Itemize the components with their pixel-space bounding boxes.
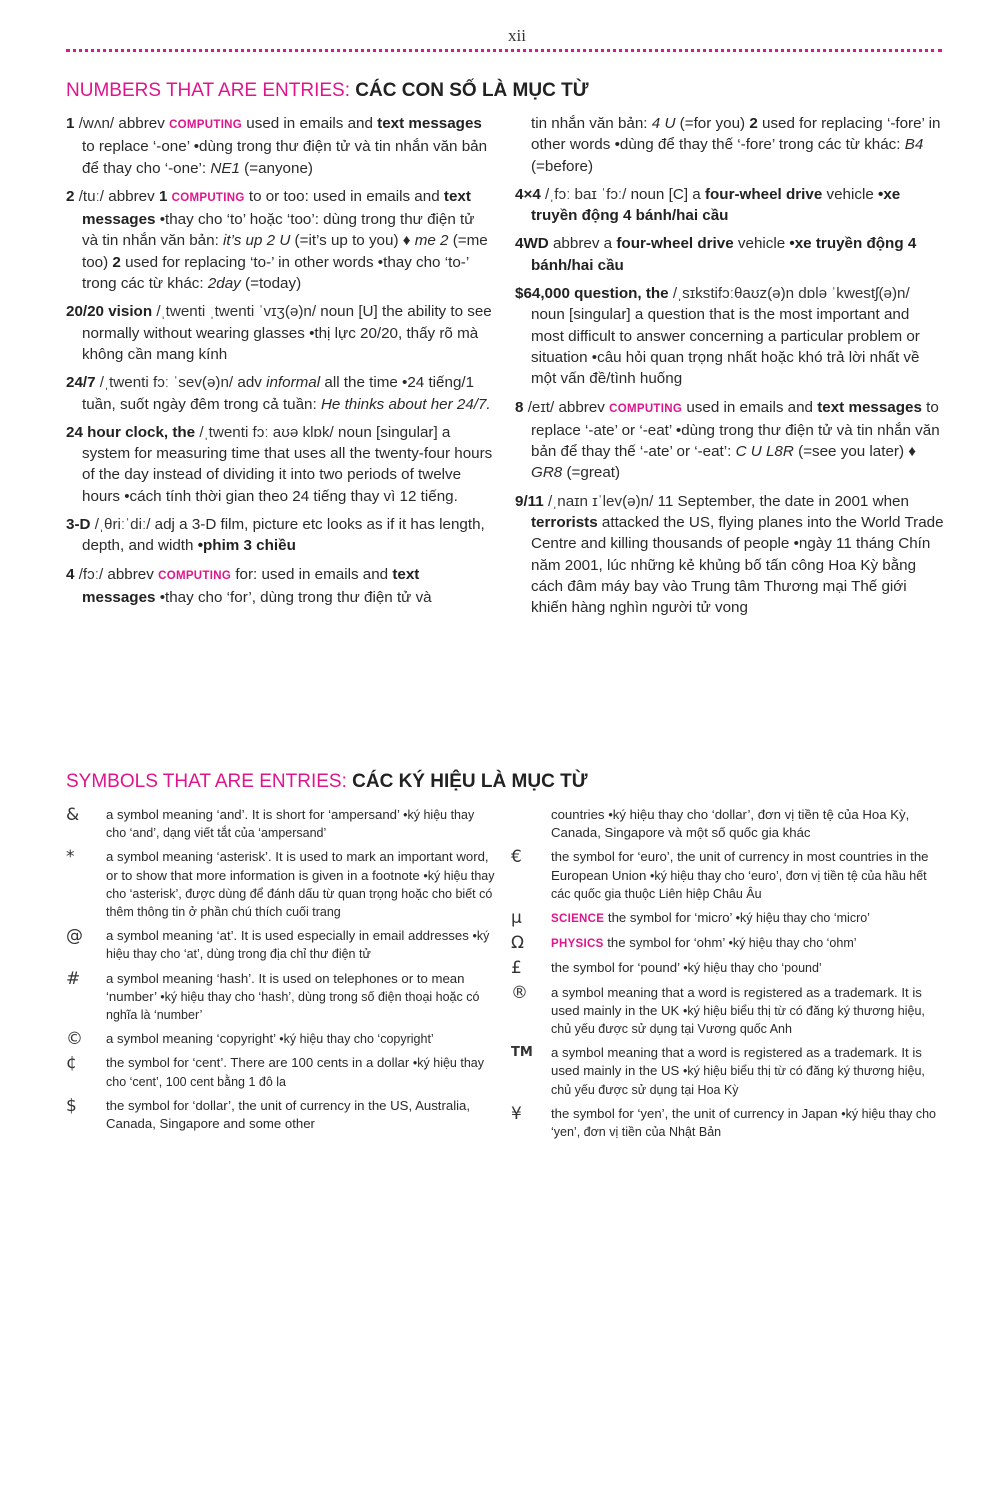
definition-text: (=before) (531, 157, 594, 175)
entry-4 (66, 564, 494, 609)
symbol-translation: •ký hiệu thay cho ‘hash’, dùng trong số điện thoại hoặc có nghĩa là ‘number’ (106, 989, 480, 1023)
symbol-definition: the symbol for ‘dollar’, the unit of currency in the US, Australia, Canada, Singapore and some other (106, 1097, 471, 1132)
dollar-symbol: $ (66, 1095, 77, 1116)
translation: •phim 3 chiều (197, 537, 296, 555)
example: me 2 (414, 232, 449, 250)
symbol-translation: •ký hiệu thay cho ‘ohm’ (728, 936, 857, 951)
definition-text: to replace ‘-ate’ or ‘-eat’ •dùng trong thư điện tử và tin nhắn văn bản để thay thế ‘-ate’ or ‘-eat’: (531, 398, 940, 461)
entry-8 (515, 397, 945, 484)
headword: 20/20 vision (66, 303, 153, 321)
pronunciation: /ˌnaɪn ɪˈlev(ə)n/ (547, 492, 654, 510)
definition-text: used in emails and (686, 398, 813, 416)
entry-1 (66, 113, 494, 179)
symbol-translation: •ký hiệu thay cho ‘yen’, đơn vị tiền của Nhật Bản (551, 1106, 936, 1140)
headword: 1 (66, 115, 75, 132)
symbol-definition: a symbol meaning ‘at’. It is used especially in email addresses (106, 928, 469, 944)
symbol-translation: •ký hiệu thay cho ‘and’, dạng viết tắt của ‘ampersand’ (106, 808, 475, 841)
part-of-speech: adv (237, 374, 262, 392)
definition-text: (=see you later) ♦ (798, 443, 917, 461)
symbol-definition: a symbol meaning ‘asterisk’. It is used to mark an important word, or to show that more information is given in a footnote (106, 849, 489, 883)
definition-text: used for replacing ‘-fore’ in other words •dùng để thay thế ‘-fore’ trong các từ khác: (531, 115, 941, 154)
yen-symbol: ¥ (511, 1103, 522, 1124)
headword: 9/11 (515, 492, 544, 510)
example: NE1 (210, 159, 240, 177)
headword: 8 (515, 398, 524, 416)
subject-label: COMPUTING (609, 402, 683, 415)
cent-symbol: ¢ (66, 1053, 77, 1074)
pound-symbol: £ (511, 958, 522, 979)
entry-20-20-vision (66, 301, 494, 365)
hash-symbol: # (66, 968, 81, 989)
definition-text: a question that is the most important and most difficult to answer concerning a particular problem or situation •câu hỏi quan trọng nhất hoặc khó trả lời nhất về một vấn đề/tình huống (531, 306, 920, 388)
pronunciation: /ˌtwenti fɔː ˈsev(ə)n/ (99, 374, 234, 392)
symbol-entry (511, 1105, 943, 1141)
asterisk-symbol: * (66, 847, 75, 868)
cross-ref-term: text messages (817, 398, 922, 416)
subject-label: PHYSICS (551, 938, 604, 951)
definition-text: (=great) (566, 464, 621, 482)
headword: 4 (66, 565, 75, 583)
sense-number: 2 (112, 253, 121, 271)
entry-64000-question (515, 283, 945, 389)
symbols-heading-vi: CÁC KÝ HIỆU LÀ MỤC TỪ (352, 771, 588, 792)
example: it’s up 2 U (223, 232, 291, 250)
definition-text: •thay cho ‘for’, dùng trong thư điện tử và (159, 588, 432, 606)
cross-ref-term: text messages (377, 115, 482, 132)
cross-ref-term: four-wheel drive (704, 185, 823, 203)
symbol-entry (511, 934, 943, 953)
symbol-definition: a symbol meaning ‘hash’. It is used on telephones or to mean ‘number’ (106, 970, 465, 1004)
example: B4 (904, 136, 924, 154)
pronunciation: /ˌfɔː baɪ ˈfɔː/ (545, 185, 627, 203)
micro-symbol: µ (511, 908, 522, 929)
symbol-definition: countries (551, 807, 605, 822)
ampersand-symbol: & (66, 805, 80, 825)
symbol-translation: •ký hiệu biểu thị từ có đăng ký thương hiệu, chủ yếu được sử dụng tại Hoa Kỳ (551, 1064, 925, 1097)
definition-text: vehicle (737, 235, 786, 253)
symbol-entry (66, 970, 496, 1025)
entry-4wd (515, 233, 945, 276)
definition-text: 11 September, the date in 2001 when (657, 492, 909, 510)
part-of-speech: noun (531, 306, 565, 324)
example: He thinks about her 24/7. (320, 395, 491, 413)
symbol-entry (511, 959, 943, 977)
symbols-left-column (66, 806, 496, 1139)
symbol-entry (511, 909, 943, 928)
grammar-code: [C] (668, 185, 689, 203)
symbol-entry (511, 984, 943, 1039)
entry-24-hour-clock (66, 422, 494, 507)
headword: 24 hour clock, the (66, 423, 196, 441)
entry-24-7 (66, 372, 494, 415)
symbols-right-column (511, 806, 943, 1147)
entry-4-continuation (515, 113, 945, 177)
symbol-translation: •ký hiệu thay cho ‘copyright’ (279, 1032, 434, 1047)
definition-text: the ability to see normally without wearing glasses •thị lực 20/20, thấy rõ mà không cần mang kính (82, 303, 492, 363)
entry-4x4 (515, 184, 945, 227)
at-symbol: @ (66, 926, 83, 947)
definition-text: (=today) (245, 275, 302, 293)
pronunciation: /ˌtwenti fɔː aʊə klɒk/ (199, 423, 334, 441)
subject-label: COMPUTING (158, 569, 232, 582)
register-label: informal (266, 374, 321, 392)
example: 2day (207, 275, 241, 293)
headword: 4×4 (515, 185, 541, 203)
symbol-translation: •ký hiệu thay cho ‘micro’ (735, 911, 870, 926)
pronunciation: /ˌθriːˈdiː/ (94, 516, 151, 534)
pronunciation: /eɪt/ (527, 398, 555, 416)
symbols-heading (66, 771, 587, 793)
symbol-entry (66, 1030, 496, 1048)
part-of-speech: abbrev (108, 187, 155, 205)
cross-ref-term: four-wheel drive (616, 235, 734, 253)
symbol-entry (66, 806, 496, 842)
symbol-translation: •ký hiệu thay cho ‘pound’ (683, 961, 822, 976)
copyright-symbol: © (66, 1029, 83, 1050)
part-of-speech: abbrev (118, 115, 165, 132)
headword: $64,000 question, the (515, 285, 669, 303)
definition-text: for: used in emails and (235, 565, 389, 583)
part-of-speech: noun (338, 423, 372, 441)
example: 4 U (651, 115, 676, 132)
definition-text: used in emails and (246, 115, 373, 132)
definition-text: (=it’s up to you) ♦ (294, 232, 411, 250)
definition-text: (=for you) (679, 115, 746, 132)
definition-text: (=me too) (82, 232, 488, 271)
definition-text: all the time •24 tiếng/1 tuần, suốt ngày đêm trong cả tuần: (82, 374, 475, 413)
grammar-code: [U] (358, 303, 378, 321)
definition-text: vehicle (826, 185, 874, 203)
headword: 3-D (66, 516, 91, 534)
symbol-translation: •ký hiệu thay cho ‘cent’, 100 cent bằng 1 đô la (106, 1056, 484, 1089)
definition-text: •thay cho ‘to’ hoặc ‘too’: dùng trong thư điện tử và tin nhắn văn bản: (82, 211, 475, 250)
symbol-entry (66, 1054, 496, 1090)
pronunciation: /tuː/ (78, 187, 105, 205)
entry-3-d (66, 514, 494, 557)
pronunciation: /fɔː/ (78, 565, 104, 583)
sense-number: 2 (749, 115, 758, 132)
headword: 2 (66, 187, 75, 205)
part-of-speech: abbrev (107, 565, 154, 583)
part-of-speech: noun (320, 303, 355, 321)
symbol-definition: the symbol for ‘micro’ (607, 910, 732, 926)
part-of-speech: noun (630, 185, 665, 203)
headword: 4WD (515, 235, 549, 253)
symbol-translation: •ký hiệu biểu thị từ có đăng ký thương hiệu, chủ yếu được sử dụng tại Vương quốc Anh (551, 1003, 925, 1037)
numbers-heading (66, 80, 588, 102)
symbol-definition: a symbol meaning ‘and’. It is short for ‘ampersand’ (106, 807, 400, 822)
entry-2 (66, 186, 494, 294)
definition-text: to or too: used in emails and (248, 187, 440, 205)
symbol-definition: the symbol for ‘cent’. There are 100 cents in a dollar (106, 1055, 410, 1071)
symbol-translation: •ký hiệu thay cho ‘dollar’, đơn vị tiền tệ của Hoa Kỳ, Canada, Singapore và một số quốc gia khác (551, 807, 910, 841)
pronunciation: /ˌsɪkstifɔːθaʊz(ə)n dɒlə ˈkwestʃ(ə)n/ (672, 285, 910, 303)
symbol-definition: the symbol for ‘ohm’ (607, 935, 725, 951)
entry-9-11 (515, 491, 945, 619)
translation: •xe truyền động 4 bánh/hai cầu (531, 235, 917, 274)
symbol-definition: a symbol meaning that a word is registered as a trademark. It is used mainly in the US (551, 1045, 922, 1079)
numbers-right-column (515, 113, 945, 626)
subject-label: SCIENCE (551, 913, 605, 926)
definition-text: a 3-D film, picture etc looks as if it has length, depth, and width (82, 516, 485, 555)
definition-text: tin nhắn văn bản: (531, 115, 648, 132)
subject-label: COMPUTING (171, 191, 245, 204)
sense-number: 1 (158, 187, 168, 205)
part-of-speech: abbrev (552, 235, 600, 253)
definition-text: a system for measuring time that uses all the twenty-four hours of the day instead of dividing it into two periods of twelve hours •cách tính thời gian theo 24 tiếng thay vì 12 tiếng. (82, 423, 493, 505)
symbol-entry (66, 848, 496, 921)
example: C U L8R (735, 443, 794, 461)
pronunciation: /wʌn/ (78, 115, 115, 132)
symbol-translation: •ký hiệu thay cho ‘asterisk’, được dùng để đánh dấu từ quan trọng hoặc cho biết có thêm thông tin ở phần chú thích cuối trang (106, 868, 495, 920)
example: GR8 (531, 464, 563, 482)
definition-text: attacked the US, flying planes into the World Trade Centre and killing thousands of people •ngày 11 tháng Chín năm 2001, lúc những kẻ khủng bố tấn công Hoa Kỳ bằng cách đâm máy bay vào Trung tâm Thương mại Thế giới khiến hàng nghìn người tử vong (531, 514, 944, 617)
symbol-entry (511, 1044, 943, 1099)
translation: •xe truyền động 4 bánh/hai cầu (531, 185, 901, 225)
headword: 24/7 (66, 374, 96, 392)
symbol-entry (66, 1097, 496, 1133)
numbers-heading-vi: CÁC CON SỐ LÀ MỤC TỪ (355, 80, 589, 101)
symbol-definition: the symbol for ‘euro’, the unit of currency in most countries in the European Union (551, 849, 929, 883)
trademark-symbol: TM (511, 1045, 533, 1061)
numbers-heading-en: NUMBERS THAT ARE ENTRIES: (66, 80, 350, 101)
symbol-entry (511, 848, 943, 903)
cross-ref-term: text messages (82, 565, 420, 606)
symbol-entry (66, 927, 496, 963)
page-number: xii (508, 26, 526, 45)
symbol-definition: the symbol for ‘pound’ (551, 960, 680, 976)
definition-text: a (603, 235, 613, 253)
definition-text: (=anyone) (244, 159, 313, 177)
part-of-speech: adj (154, 516, 175, 534)
symbols-heading-en: SYMBOLS THAT ARE ENTRIES: (66, 771, 347, 792)
symbol-definition: the symbol for ‘yen’, the unit of currency in Japan (551, 1105, 838, 1121)
definition-text: to replace ‘-one’ •dùng trong thư điện tử và tin nhắn văn bản để thay cho ‘-one’: (82, 138, 488, 177)
registered-symbol: ® (511, 982, 528, 1003)
numbers-left-column (66, 113, 494, 615)
dotted-divider (66, 49, 942, 52)
dollar-continuation (551, 806, 943, 842)
part-of-speech: abbrev (558, 398, 605, 416)
grammar-code: [singular] (569, 306, 631, 324)
symbol-translation: •ký hiệu thay cho ‘euro’, đơn vị tiền tệ của hầu hết các quốc gia thuộc Liên hiệp Châu Âu (551, 868, 927, 901)
definition-text: used for replacing ‘to-’ in other words •thay cho ‘to-’ trong các từ khác: (82, 253, 469, 293)
symbol-translation: •ký hiệu thay cho ‘at’, dùng trong địa chỉ thư điện tử (106, 929, 490, 962)
symbol-definition: a symbol meaning ‘copyright’ (106, 1031, 276, 1047)
pronunciation: /ˌtwenti ˌtwenti ˈvɪʒ(ə)n/ (156, 303, 317, 321)
grammar-code: [singular] (376, 423, 438, 441)
symbol-definition: a symbol meaning that a word is registered as a trademark. It is used mainly in the UK (551, 984, 922, 1018)
euro-symbol: € (511, 847, 522, 868)
cross-ref-term: text messages (82, 187, 471, 229)
definition-text: a (692, 185, 701, 203)
ohm-symbol: Ω (511, 933, 524, 954)
subject-label: COMPUTING (169, 119, 243, 131)
cross-ref-term: terrorists (531, 514, 598, 532)
